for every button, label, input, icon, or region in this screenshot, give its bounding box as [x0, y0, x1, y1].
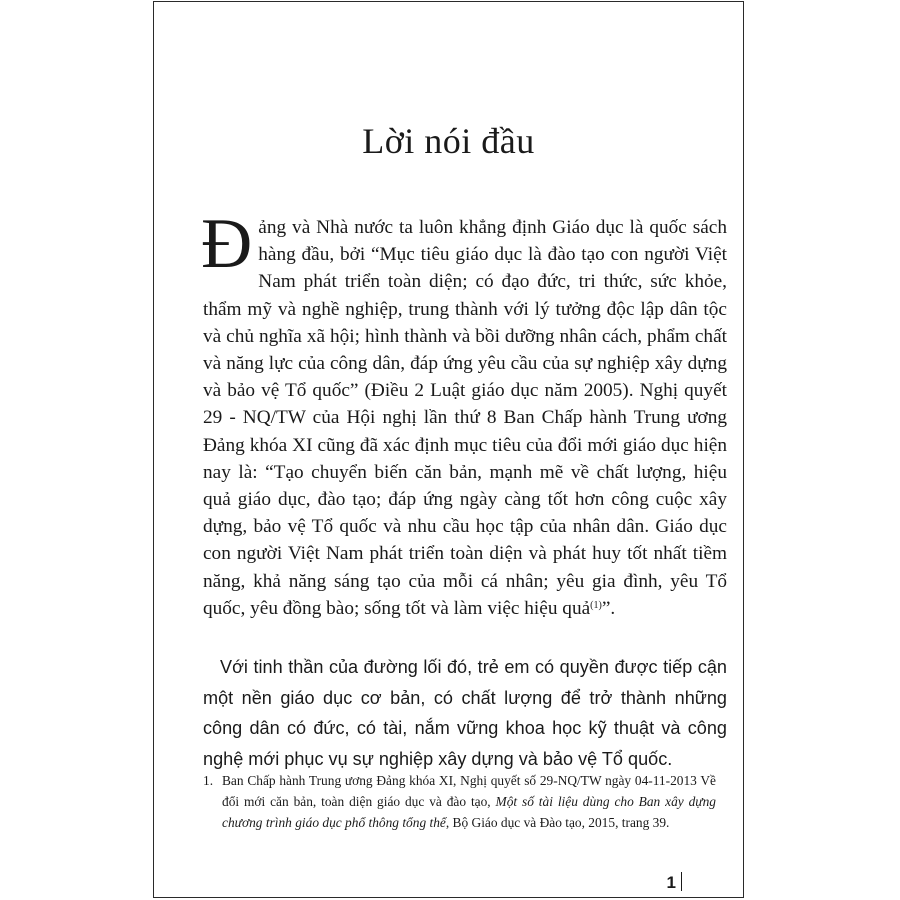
intro-paragraph-text: ảng và Nhà nước ta luôn khẳng định Giáo dục là quốc sách hàng đầu, bởi “Mục tiêu giáo dục là đào tạo con người Việt Nam phát triển toàn diện; có đạo đức, tri thức, sức khỏe, thẩm mỹ và nghề nghiệp, trung thành với lý tưởng độc lập dân tộc và chủ nghĩa xã hội; hình thành và bồi dưỡng nhân cách, phẩm chất và năng lực của công dân, đáp ứng yêu cầu của sự nghiệp xây dựng và bảo vệ Tổ quốc” (Điều 2 Luật giáo dục năm 2005). Nghị quyết 29 - NQ/TW của Hội nghị lần thứ 8 Ban Chấp hành Trung ương Đảng khóa XI cũng đã xác định mục tiêu của đổi mới giáo dục hiện nay là: “Tạo chuyển biến căn bản, mạnh mẽ về chất lượng, hiệu quả giáo dục, đào tạo; đáp ứng ngày càng tốt hơn công cuộc xây dựng, bảo vệ Tổ quốc và nhu cầu học tập của nhân dân. Giáo dục con người Việt Nam phát triển toàn diện và phát huy tốt nhất tiềm năng, khả năng sáng tạo của mỗi cá nhân; yêu gia đình, yêu Tổ quốc, yêu đồng bào; sống tốt và làm việc hiệu quả	[203, 217, 727, 619]
footnote-text	[203, 770, 716, 834]
second-paragraph: Với tinh thần của đường lối đó, trẻ em có quyền được tiếp cận một nền giáo dục cơ bản, có chất lượng để trở thành những công dân có đức, có tài, nắm vững khoa học kỹ thuật và công nghệ mới phục vụ sự nghiệp xây dựng và bảo vệ Tổ quốc.	[203, 657, 727, 769]
footnote-text-part1: Ban Chấp hành Trung ương Đảng khóa XI, Nghị quyết số 29-NQ/TW ngày 04-11-2013 Về đổi mới căn bản, toàn diện giáo dục và đào tạo,	[222, 773, 716, 810]
footnote-reference: (1)	[590, 599, 602, 611]
intro-paragraph	[201, 205, 727, 622]
footnote-number: 1.	[203, 773, 214, 788]
footnote-italic-title: Một số tài liệu dùng cho Ban xây dựng chương trình giáo dục phổ thông tổng thể	[222, 794, 716, 831]
page-number-rule	[681, 872, 683, 891]
quote-closing: ”.	[601, 597, 616, 619]
page-title: Lời nói đầu	[362, 121, 535, 161]
page-number: 1	[666, 873, 676, 892]
footnote-text-part2: , Bộ Giáo dục và Đào tạo, 2015, trang 39.	[445, 815, 670, 831]
footnote	[203, 770, 716, 834]
book-page	[153, 1, 744, 898]
drop-cap: Đ	[201, 205, 253, 283]
